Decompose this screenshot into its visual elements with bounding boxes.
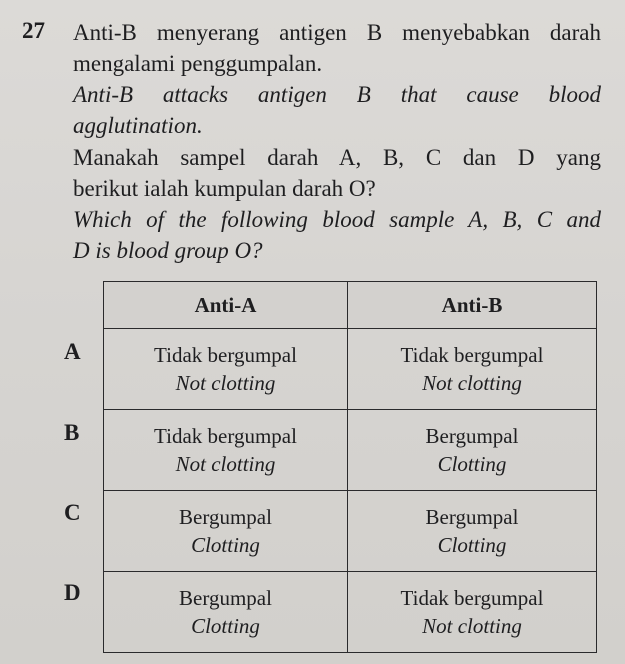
cell-malay-text: Bergumpal bbox=[425, 505, 519, 529]
cell-english-text: Not clotting bbox=[175, 371, 276, 395]
cell-english-text: Clotting bbox=[191, 614, 260, 638]
malay-statement-line: Anti-B menyerang antigen B menyebabkan darah bbox=[73, 20, 601, 45]
cell-malay-text: Bergumpal bbox=[425, 424, 519, 448]
cell-english-text: Not clotting bbox=[175, 452, 276, 476]
cell-malay-text: Tidak bergumpal bbox=[400, 586, 544, 610]
malay-question-line: Manakah sampel darah A, B, C dan D yang bbox=[73, 145, 601, 170]
table-row bbox=[104, 410, 597, 491]
option-label-d: D bbox=[64, 580, 81, 605]
malay-statement-line: mengalami penggumpalan. bbox=[73, 51, 323, 76]
cell-anti-b bbox=[348, 410, 597, 491]
table-row bbox=[104, 329, 597, 410]
cell-malay-text: Bergumpal bbox=[179, 586, 272, 610]
english-statement bbox=[73, 79, 601, 141]
cell-english-text: Clotting bbox=[437, 533, 507, 557]
cell-english-text: Clotting bbox=[191, 533, 260, 557]
english-question-line: Which of the following blood sample A, B, C and bbox=[73, 207, 601, 232]
cell-anti-a bbox=[104, 329, 348, 410]
cell-malay-text: Tidak bergumpal bbox=[154, 424, 297, 448]
table-row bbox=[104, 572, 597, 653]
question-number: 27 bbox=[22, 18, 45, 43]
cell-english-text: Not clotting bbox=[422, 614, 522, 638]
english-statement-line: Anti-B attacks antigen B that cause blood bbox=[73, 82, 601, 107]
blood-test-table bbox=[103, 281, 596, 651]
cell-malay-text: Bergumpal bbox=[179, 505, 272, 529]
english-question-line: D is blood group O? bbox=[73, 238, 263, 263]
cell-anti-b bbox=[348, 491, 597, 572]
table-row bbox=[104, 491, 597, 572]
header-anti-b: Anti-B bbox=[348, 282, 597, 329]
malay-question-line: berikut ialah kumpulan darah O? bbox=[73, 176, 376, 201]
english-statement-line: agglutination. bbox=[73, 113, 203, 138]
cell-malay-text: Tidak bergumpal bbox=[154, 343, 297, 367]
table-header-row bbox=[104, 282, 597, 329]
header-anti-a: Anti-A bbox=[104, 282, 348, 329]
cell-anti-a bbox=[104, 491, 348, 572]
cell-anti-a bbox=[104, 410, 348, 491]
option-label-a: A bbox=[64, 339, 81, 364]
cell-english-text: Not clotting bbox=[422, 371, 522, 395]
cell-anti-b bbox=[348, 572, 597, 653]
malay-question bbox=[73, 142, 601, 204]
cell-english-text: Clotting bbox=[437, 452, 507, 476]
option-label-b: B bbox=[64, 420, 80, 445]
cell-malay-text: Tidak bergumpal bbox=[400, 343, 544, 367]
cell-anti-a bbox=[104, 572, 348, 653]
cell-anti-b bbox=[348, 329, 597, 410]
malay-statement bbox=[73, 17, 601, 79]
english-question bbox=[73, 204, 601, 266]
option-label-c: C bbox=[64, 500, 81, 525]
